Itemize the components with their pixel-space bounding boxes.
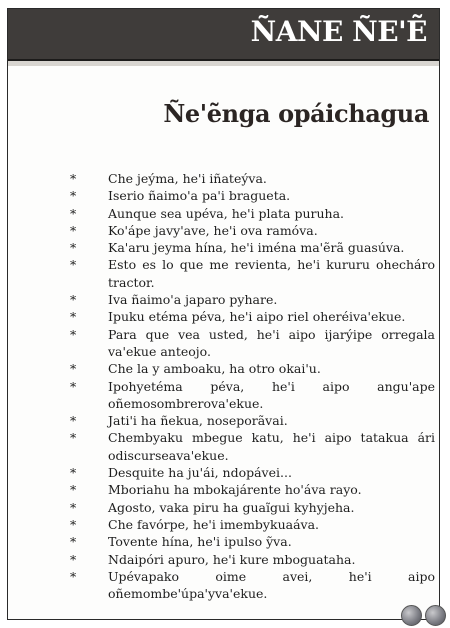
bullet-marker: * bbox=[70, 361, 77, 377]
bullet-marker: * bbox=[70, 516, 77, 532]
disc-icon bbox=[401, 605, 422, 626]
header-band bbox=[8, 9, 439, 61]
bullet-marker: * bbox=[70, 205, 77, 221]
sayings-list bbox=[60, 170, 435, 602]
bullet-marker: * bbox=[70, 430, 77, 446]
list-item-text: Para que vea usted, he'i aipo ijarýipe orregala va'ekue anteojo. bbox=[108, 326, 435, 359]
list-item bbox=[60, 378, 435, 413]
list-item bbox=[60, 551, 435, 568]
list-item-text: Aunque sea upéva, he'i plata puruha. bbox=[108, 205, 345, 221]
list-item bbox=[60, 170, 435, 187]
list-item-text: Tovente hína, he'i ipulso ỹva. bbox=[108, 534, 292, 550]
page-frame bbox=[7, 8, 440, 620]
list-item-text: Jati'i ha ñekua, noseporãvai. bbox=[108, 413, 288, 429]
bullet-marker: * bbox=[70, 413, 77, 429]
bullet-marker: * bbox=[70, 465, 77, 481]
bullet-marker: * bbox=[70, 257, 77, 273]
list-item-text: Iserio ñaimo'a pa'i bragueta. bbox=[108, 188, 291, 204]
section-title: Ñe'ẽnga opáichagua bbox=[163, 99, 429, 128]
disc-icon bbox=[425, 605, 446, 626]
bullet-marker: * bbox=[70, 292, 77, 308]
list-item-text: Chembyaku mbegue katu, he'i aipo tatakua ári odiscurseava'ekue. bbox=[108, 430, 435, 463]
bullet-marker: * bbox=[70, 482, 77, 498]
bullet-marker: * bbox=[70, 222, 77, 238]
list-item bbox=[60, 568, 435, 603]
bullet-marker: * bbox=[70, 568, 77, 584]
list-item bbox=[60, 533, 435, 550]
bullet-marker: * bbox=[70, 551, 77, 567]
bullet-marker: * bbox=[70, 309, 77, 325]
bullet-marker: * bbox=[70, 240, 77, 256]
list-item bbox=[60, 205, 435, 222]
bullet-marker: * bbox=[70, 534, 77, 550]
list-item-text: Ipohyetéma péva, he'i aipo angu'ape oñemosombrerova'ekue. bbox=[108, 378, 435, 411]
bullet-marker: * bbox=[70, 188, 77, 204]
list-item-text: Che jeýma, he'i iñateýva. bbox=[108, 171, 267, 186]
list-item bbox=[60, 326, 435, 361]
list-item-text: Desquite ha ju'ái, ndopávei... bbox=[108, 465, 292, 481]
bullet-marker: * bbox=[70, 171, 77, 186]
list-item bbox=[60, 291, 435, 308]
list-item bbox=[60, 429, 435, 464]
header-title: ÑANE ÑE'Ẽ bbox=[250, 15, 427, 48]
list-item-text: Upévapako oime avei, he'i aipo oñemombe'úpa'yva'ekue. bbox=[108, 568, 435, 602]
list-item bbox=[60, 412, 435, 429]
list-item-text: Ipuku etéma péva, he'i aipo riel oheréiva'ekue. bbox=[108, 309, 406, 325]
list-item-text: Agosto, vaka piru ha guaĩgui kyhyjeha. bbox=[108, 499, 355, 515]
list-item-text: Iva ñaimo'a japaro pyhare. bbox=[108, 292, 278, 308]
list-item-text: Che la y amboaku, ha otro okai'u. bbox=[108, 361, 321, 377]
list-item bbox=[60, 481, 435, 498]
list-item-text: Ka'aru jeyma hína, he'i iména ma'ẽrã guasúva. bbox=[108, 240, 405, 256]
bullet-marker: * bbox=[70, 326, 77, 342]
list-item bbox=[60, 464, 435, 481]
list-item-text: Mboriahu ha mbokajárente ho'áva rayo. bbox=[108, 482, 362, 498]
list-item-text: Che favórpe, he'i imembykuaáva. bbox=[108, 516, 320, 532]
list-item bbox=[60, 256, 435, 291]
bullet-marker: * bbox=[70, 378, 77, 394]
corner-icons bbox=[401, 605, 446, 626]
list-item bbox=[60, 360, 435, 377]
list-item bbox=[60, 187, 435, 204]
list-item bbox=[60, 239, 435, 256]
list-item bbox=[60, 499, 435, 516]
list-item bbox=[60, 308, 435, 325]
list-item bbox=[60, 222, 435, 239]
list-item-text: Ko'ápe javy'ave, he'i ova ramóva. bbox=[108, 222, 318, 238]
list-item bbox=[60, 516, 435, 533]
bullet-marker: * bbox=[70, 499, 77, 515]
list-item-text: Ndaipóri apuro, he'i kure mboguataha. bbox=[108, 551, 356, 567]
list-item-text: Esto es lo que me revienta, he'i kururu ohecháro tractor. bbox=[108, 257, 435, 290]
